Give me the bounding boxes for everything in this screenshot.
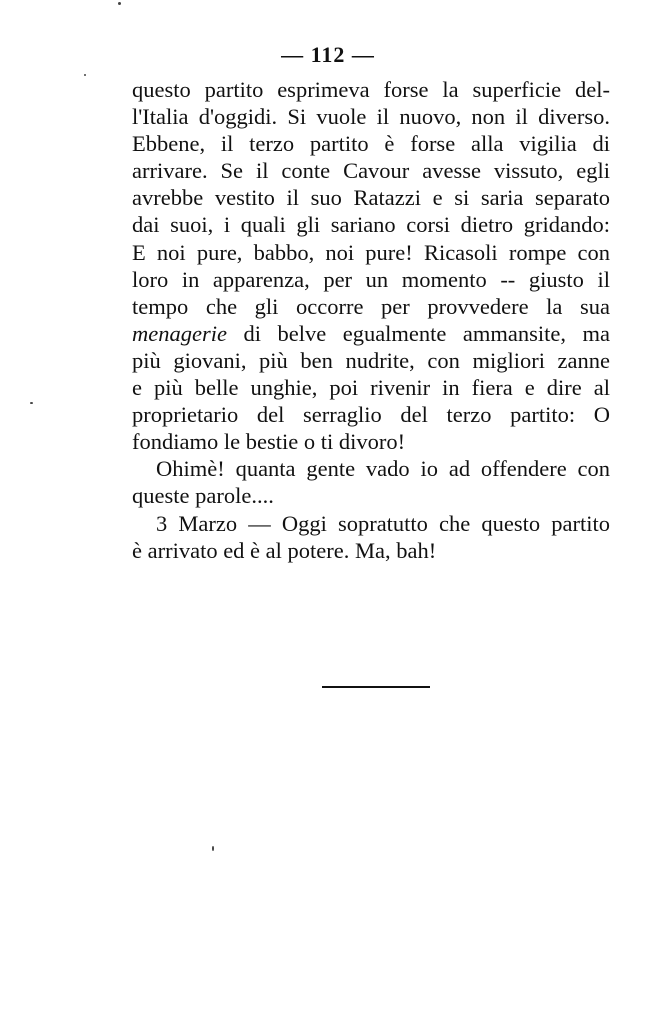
print-speck xyxy=(118,2,121,5)
text-line: 3 Marzo — Oggi sopratutto che questo partito xyxy=(156,510,610,536)
text-line-menagerie xyxy=(132,320,610,347)
text-line: dai suoi, i quali gli sariano corsi dietro gridando: xyxy=(132,212,610,238)
italic-word-menagerie: menagerie xyxy=(132,320,227,346)
page-number-header: — 112 — xyxy=(281,42,375,67)
text-line: e più belle unghie, poi rivenir in fiera e dire al xyxy=(132,375,610,401)
text-line: loro in apparenza, per un momento -- giusto il xyxy=(132,266,610,292)
print-speck xyxy=(30,402,33,404)
text-line: tempo che gli occorre per provvedere la sua xyxy=(132,293,610,319)
paragraph-2 xyxy=(132,455,610,509)
print-speck xyxy=(212,846,214,851)
paragraph-1 xyxy=(132,76,610,455)
paragraph-3 xyxy=(132,510,610,564)
text-line: E noi pure, babbo, noi pure! Ricasoli rompe con xyxy=(132,239,610,265)
text-line: avrebbe vestito il suo Ratazzi e si saria separato xyxy=(132,185,610,211)
text-line: più giovani, più ben nudrite, con migliori zanne xyxy=(132,347,610,373)
text-line-rest: di belve egualmente ammansite, ma xyxy=(226,320,610,346)
text-line: l'Italia d'oggidi. Si vuole il nuovo, non il diverso. xyxy=(132,104,610,130)
text-line: fondiamo le bestie o ti divoro! xyxy=(132,429,406,455)
text-line: Ebbene, il terzo partito è forse alla vigilia di xyxy=(132,131,610,157)
print-speck xyxy=(84,74,86,76)
text-line: Ohimè! quanta gente vado io ad offendere con xyxy=(156,456,610,482)
end-rule xyxy=(322,686,430,688)
text-line: proprietario del serraglio del terzo partito: O xyxy=(132,402,610,428)
text-line: questo partito esprimeva forse la superficie del- xyxy=(132,77,610,102)
text-line: arrivare. Se il conte Cavour avesse vissuto, egli xyxy=(132,158,610,184)
text-line: è arrivato ed è al potere. Ma, bah! xyxy=(132,537,437,563)
text-line: queste parole.... xyxy=(132,483,274,509)
body-text xyxy=(132,76,610,564)
